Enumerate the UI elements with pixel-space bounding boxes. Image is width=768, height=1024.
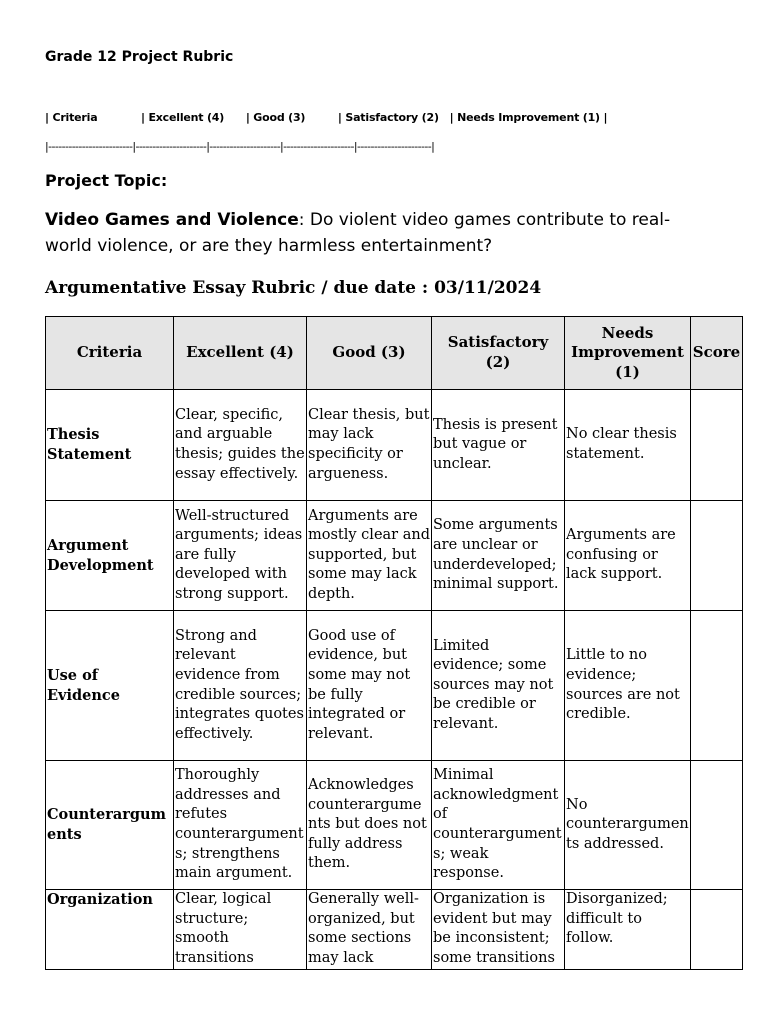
needs-improvement-cell: No clear thesis statement. [565,390,691,501]
satisfactory-cell: Organization is evident but may be inconsistent; some transitions [432,890,565,970]
markdown-table-separator: |-------------------------|---------------------|---------------------|---------------------|----------------------| [45,140,435,153]
rubric-heading: Argumentative Essay Rubric / due date : 03/11/2024 [45,278,542,298]
score-cell[interactable] [691,611,743,761]
header-criteria: Criteria [46,317,174,390]
satisfactory-cell: Thesis is present but vague or unclear. [432,390,565,501]
good-cell: Clear thesis, but may lack specificity or argueness. [307,390,432,501]
satisfactory-cell: Some arguments are unclear or underdeveloped; minimal support. [432,501,565,611]
excellent-cell: Strong and relevant evidence from credible sources; integrates quotes effectively. [174,611,307,761]
needs-improvement-cell: Little to no evidence; sources are not credible. [565,611,691,761]
good-cell: Good use of evidence, but some may not be fully integrated or relevant. [307,611,432,761]
header-satisfactory: Satisfactory (2) [432,317,565,390]
good-cell: Arguments are mostly clear and supported, but some may lack depth. [307,501,432,611]
needs-improvement-cell: No counterarguments addressed. [565,761,691,890]
table-row [46,611,743,761]
criteria-cell: Argument Development [46,501,174,611]
markdown-table-header: | Criteria | Excellent (4) | Good (3) | Satisfactory (2) | Needs Improvement (1) | [45,111,608,124]
criteria-cell: Organization [46,890,174,970]
excellent-cell: Clear, specific, and arguable thesis; guides the essay effectively. [174,390,307,501]
score-cell[interactable] [691,501,743,611]
header-needs-improvement: Needs Improvement (1) [565,317,691,390]
document-title: Grade 12 Project Rubric [45,49,234,65]
excellent-cell: Thoroughly addresses and refutes counterarguments; strengthens main argument. [174,761,307,890]
topic-paragraph [45,207,705,259]
criteria-cell: Use of Evidence [46,611,174,761]
header-excellent: Excellent (4) [174,317,307,390]
table-header-row [46,317,743,390]
good-cell: Acknowledges counterarguments but does not fully address them. [307,761,432,890]
criteria-cell: Thesis Statement [46,390,174,501]
satisfactory-cell: Limited evidence; some sources may not be credible or relevant. [432,611,565,761]
needs-improvement-cell: Disorganized; difficult to follow. [565,890,691,970]
score-cell[interactable] [691,390,743,501]
rubric-table [45,316,743,970]
criteria-cell: Counterarguments [46,761,174,890]
excellent-cell: Clear, logical structure; smooth transitions [174,890,307,970]
header-score: Score [691,317,743,390]
score-cell[interactable] [691,761,743,890]
topic-heading: Project Topic: [45,171,168,190]
score-cell[interactable] [691,890,743,970]
topic-question: : Do violent video games contribute to real-world violence, or are they harmless entertainment? [45,210,671,256]
excellent-cell: Well-structured arguments; ideas are fully developed with strong support. [174,501,307,611]
good-cell: Generally well-organized, but some sections may lack [307,890,432,970]
table-row [46,761,743,890]
table-row [46,390,743,501]
needs-improvement-cell: Arguments are confusing or lack support. [565,501,691,611]
satisfactory-cell: Minimal acknowledgment of counterarguments; weak response. [432,761,565,890]
table-row [46,501,743,611]
header-good: Good (3) [307,317,432,390]
table-row [46,890,743,970]
topic-title: Video Games and Violence [45,210,299,230]
